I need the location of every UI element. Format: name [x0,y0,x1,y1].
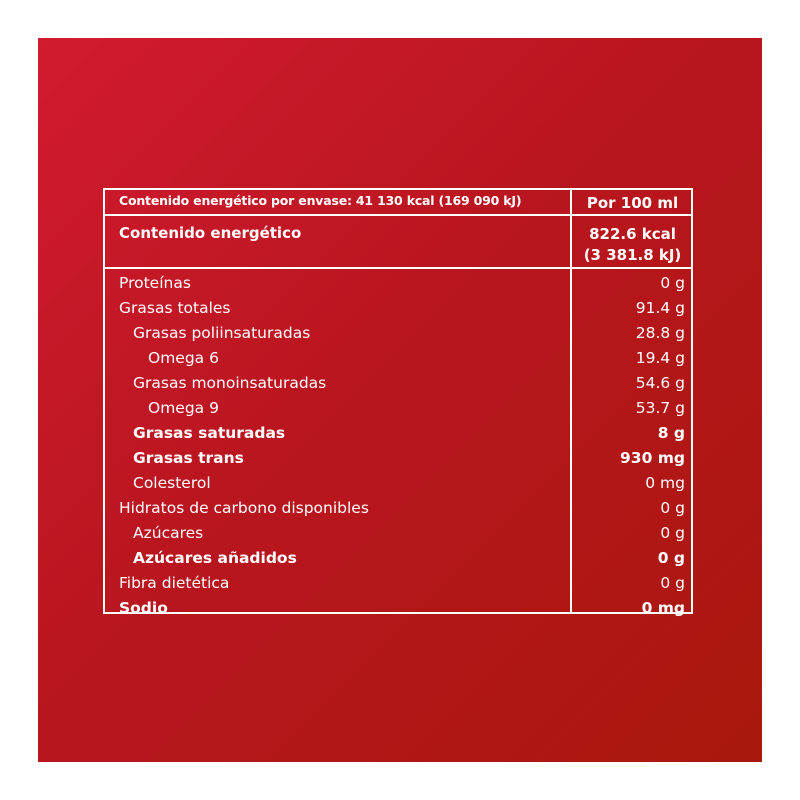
nutrient-value: 0 g [660,524,685,542]
nutrient-value: 28.8 g [635,324,685,342]
nutrition-table [103,188,693,617]
nutrient-label: Omega 9 [148,399,219,417]
nutrient-label: Grasas poliinsaturadas [133,324,311,342]
nutrient-label: Omega 6 [148,349,219,367]
nutrient-label: Proteínas [119,274,191,292]
serving-info: Contenido energético por envase: 41 130 kcal (169 090 kJ) [119,193,522,208]
nutrient-label: Sodio [119,599,168,617]
nutrient-value: 54.6 g [635,374,685,392]
nutrient-label: Azúcares añadidos [133,549,297,567]
nutrient-value: 0 mg [645,474,685,492]
nutrient-value: 0 g [660,274,685,292]
nutrient-label: Grasas totales [119,299,231,317]
energy-divider [105,267,691,269]
nutrient-value: 91.4 g [635,299,685,317]
nutrient-value: 53.7 g [635,399,685,417]
nutrient-label: Azúcares [133,524,204,542]
nutrient-label: Fibra dietética [119,574,230,592]
nutrient-label: Hidratos de carbono disponibles [119,499,369,517]
energy-value [572,224,693,266]
energy-label: Contenido energético [119,224,302,242]
energy-kcal: 822.6 kcal [589,225,676,243]
nutrient-value: 8 g [657,424,685,442]
nutrient-value: 0 mg [641,599,685,617]
nutrient-value: 0 g [660,574,685,592]
column-header: Por 100 ml [586,194,679,212]
nutrient-label: Grasas saturadas [133,424,286,442]
nutrient-value: 930 mg [620,449,685,467]
energy-kj: (3 381.8 kJ) [583,246,682,264]
nutrient-value: 19.4 g [635,349,685,367]
nutrient-label: Colesterol [133,474,211,492]
header-divider [105,214,691,216]
nutrient-label: Grasas trans [133,449,244,467]
nutrient-value: 0 g [660,499,685,517]
nutrient-label: Grasas monoinsaturadas [133,374,327,392]
nutrient-value: 0 g [657,549,685,567]
